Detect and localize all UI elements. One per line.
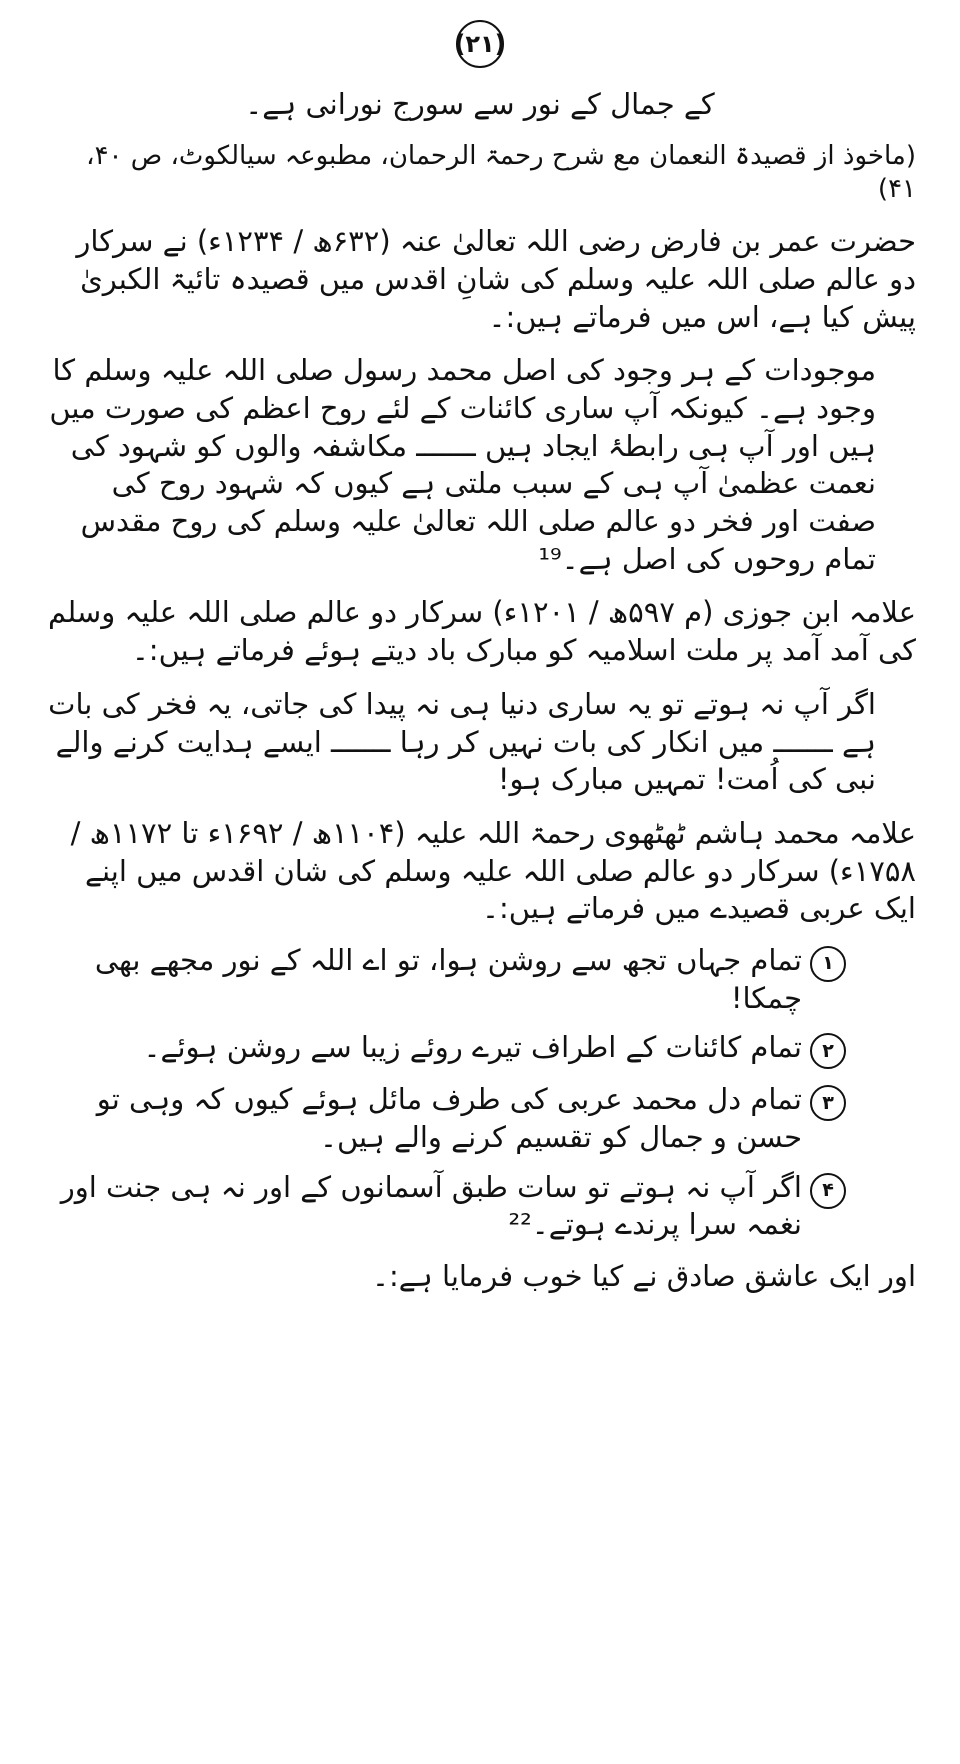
page-number: (۲۱)	[456, 20, 504, 68]
list-item	[44, 1075, 846, 1162]
list-item	[44, 1023, 846, 1075]
list-item-text: تمام جہاں تجھ سے روشن ہوا، تو اے اللہ کے نور مجھے بھی چمکا!	[94, 942, 802, 1015]
quotation-block-2: اگر آپ نہ ہوتے تو یہ ساری دنیا ہی نہ پیدا کی جاتی، یہ فخر کی بات ہے ـــــــ میں انکار کی بات نہیں کر رہا ـــــــ ایسے ہدایت کرنے والے نبی کی اُمت! تمہیں مبارک ہو!	[48, 686, 876, 797]
list-number: ۴	[810, 1173, 846, 1209]
paragraph-hashim-thattavi: علامہ محمد ہاشم ٹھٹھوی رحمۃ اللہ علیہ (۱۱۰۴ھ / ۱۶۹۲ء تا ۱۱۷۲ھ / ۱۷۵۸ء) سرکار دو عالم صلی اللہ علیہ وسلم کی شان اقدس میں اپنے ایک عربی قصیدے میں فرماتے ہیں:۔	[70, 815, 916, 926]
page-number-wrap	[44, 20, 916, 68]
paragraph-closing: اور ایک عاشق صادق نے کیا خوب فرمایا ہے:۔	[372, 1259, 916, 1294]
list-item-text: تمام دل محمد عربی کی طرف مائل ہوئے کیوں کہ وہی تو حسن و جمال کو تقسیم کرنے والے ہیں۔	[96, 1082, 802, 1155]
paragraph-line-0: کے جمال کے نور سے سورج نورانی ہے۔	[245, 87, 715, 121]
paragraph-umar-ibn-farid: حضرت عمر بن فارض رضی اللہ تعالیٰ عنہ (۶۳۲ھ / ۱۲۳۴ء) نے سرکار دو عالم صلی اللہ علیہ وسلم کی شانِ اقدس میں قصیدہ تائیۃ الکبریٰ پیش کیا ہے، اس میں فرماتے ہیں:۔	[76, 224, 916, 334]
list-number: ۳	[810, 1085, 846, 1121]
list-number: ۱	[810, 946, 846, 982]
list-item-text: تمام کائنات کے اطراف تیرے روئے زیبا سے روشن ہوئے۔	[143, 1030, 802, 1065]
list-item-text: اگر آپ نہ ہوتے تو سات طبق آسمانوں کے اور نہ ہی جنت اور نغمہ سرا پرندے ہوتے۔²²	[60, 1169, 802, 1242]
page-text	[44, 78, 916, 1304]
quotation-block-1: موجودات کے ہر وجود کی اصل محمد رسول صلی اللہ علیہ وسلم کا وجود ہے۔ کیونکہ آپ ساری کائنات کے لئے روح اعظم کی صورت میں ہیں اور آپ ہی رابطۂ ایجاد ہیں ـــــــ مکاشفہ والوں کو شہود کی نعمت عظمیٰ آپ ہی کے سبب ملتی ہے کیوں کہ شہود روح کی صفت اور فخر دو عالم صلی اللہ تعالیٰ علیہ وسلم کی روح مقدس تمام روحوں کی اصل ہے۔¹⁹	[49, 353, 876, 576]
list-item	[44, 936, 846, 1023]
reference-note: (ماخوذ از قصیدۃ النعمان مع شرح رحمۃ الرحمان، مطبوعہ سیالکوٹ، ص ۴۰، ۴۱)	[86, 140, 916, 205]
paragraph-ibn-jawzi: علامہ ابن جوزی (م ۵۹۷ھ / ۱۲۰۱ء) سرکار دو عالم صلی اللہ علیہ وسلم کی آمد آمد پر ملت اسلامیہ کو مبارک باد دیتے ہوئے فرماتے ہیں:۔	[48, 595, 916, 668]
list-number: ۲	[810, 1033, 846, 1069]
list-item	[44, 1163, 846, 1250]
numbered-list	[44, 936, 916, 1250]
